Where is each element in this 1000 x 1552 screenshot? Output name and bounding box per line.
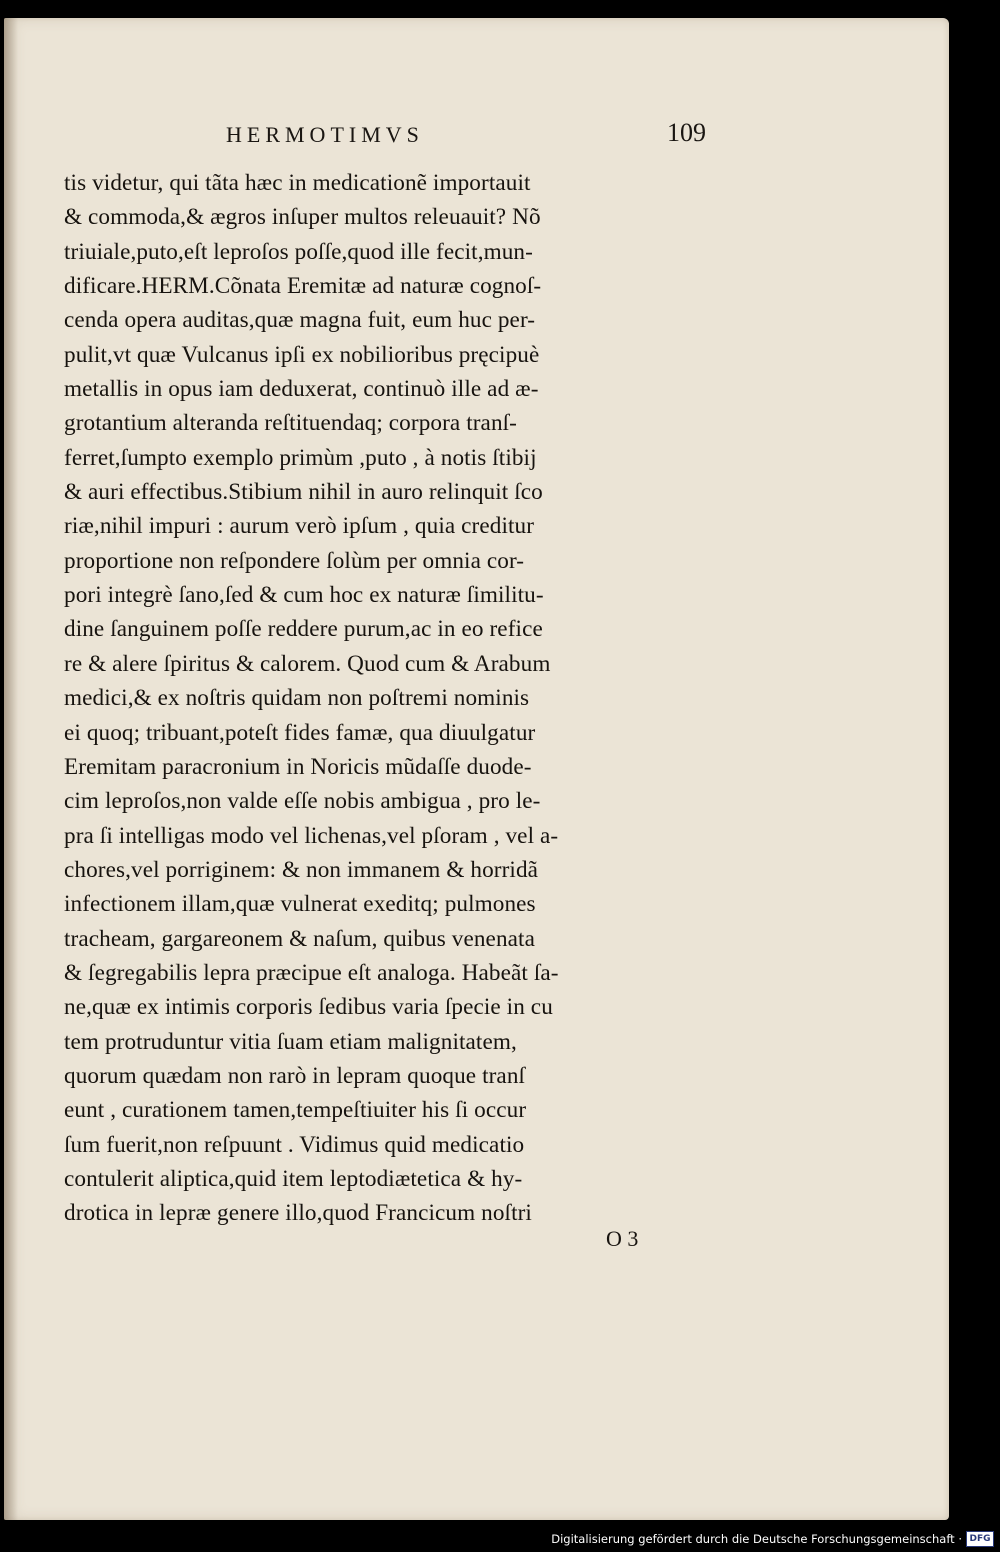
- text-line: re & alere ſpiritus & calorem. Quod cum & Arabum: [64, 650, 551, 677]
- text-line: eunt , curationem tamen,tempeſtiuiter his ſi occur: [64, 1097, 527, 1124]
- body-text: [64, 166, 744, 1231]
- text-line: dine ſanguinem poſſe reddere purum,ac in eo refice: [64, 616, 543, 643]
- text-line: Eremitam paracronium in Noricis mũdaſſe duode-: [64, 753, 532, 780]
- text-line: quorum quædam non rarò in lepram quoque tranſ: [64, 1062, 526, 1089]
- text-line: & ſegregabilis lepra præcipue eſt analoga. Habeãt ſa-: [64, 959, 559, 986]
- text-line: proportione non reſpondere ſolùm per omnia cor-: [64, 547, 525, 574]
- text-line: tracheam, gargareonem & naſum, quibus venenata: [64, 925, 535, 952]
- text-line: grotantium alteranda reſtituendaq; corpora tranſ-: [64, 410, 518, 437]
- text-line: medici,& ex noſtris quidam non poſtremi nominis: [64, 685, 530, 712]
- text-line: contulerit aliptica,quid item leptodiætetica & hy-: [64, 1165, 523, 1192]
- text-line: pra ſi intelligas modo vel lichenas,vel pſoram , vel a-: [64, 822, 559, 849]
- text-line: & auri effectibus.Stibium nihil in auro relinquit ſco: [64, 479, 543, 506]
- funding-credit: Digitalisierung gefördert durch die Deutsche Forschungsgemeinschaft ·: [551, 1532, 962, 1546]
- signature-mark: O 3: [606, 1226, 639, 1251]
- text-line: cim leproſos,non valde eſſe nobis ambigua , pro le-: [64, 788, 541, 815]
- text-line: drotica in lepræ genere illo,quod Francicum noſtri: [64, 1200, 532, 1227]
- page-number: 109: [667, 118, 706, 147]
- text-line: tis videtur, qui tãta hæc in medicationẽ importauit: [64, 170, 531, 196]
- text-line: chores,vel porriginem: & non immanem & horridã: [64, 856, 539, 883]
- text-line: tem protruduntur vitia ſuam etiam malignitatem,: [64, 1028, 517, 1055]
- text-line: ſum fuerit,non reſpuunt . Vidimus quid medicatio: [64, 1131, 525, 1158]
- text-line: infectionem illam,quæ vulnerat exeditq; pulmones: [64, 891, 536, 918]
- running-head: [4, 112, 949, 152]
- text-line: ei quoq; tribuant,poteſt fides famæ, qua diuulgatur: [64, 719, 536, 746]
- text-line: ne,quæ ex intimis corporis ſedibus varia ſpecie in cu: [64, 994, 553, 1021]
- text-line: dificare.HERM.Cõnata Eremitæ ad naturæ cognoſ-: [64, 273, 542, 300]
- text-line: metallis in opus iam deduxerat, continuò ille ad æ-: [64, 376, 539, 403]
- footer-bar: [0, 1528, 1000, 1552]
- text-line: pulit,vt quæ Vulcanus ipſi ex nobilioribus pręcipuè: [64, 341, 540, 368]
- text-line: ferret,ſumpto exemplo primùm ,puto , à notis ſtibij: [64, 444, 537, 471]
- text-line: & commoda,& ægros inſuper multos releuauit? Nõ: [64, 204, 541, 231]
- book-page: [4, 18, 949, 1520]
- text-line: cenda opera auditas,quæ magna fuit, eum huc per-: [64, 307, 536, 334]
- text-line: riæ,nihil impuri : aurum verò ipſum , quia creditur: [64, 513, 535, 540]
- text-line: triuiale,puto,eſt leproſos poſſe,quod ille fecit,mun-: [64, 238, 533, 265]
- gutter-shadow: [4, 18, 18, 1520]
- running-title: HERMOTIMVS: [226, 122, 424, 147]
- text-line: pori integrè ſano,ſed & cum hoc ex naturæ ſimilitu-: [64, 582, 544, 609]
- dfg-logo-icon: DFG: [966, 1531, 994, 1547]
